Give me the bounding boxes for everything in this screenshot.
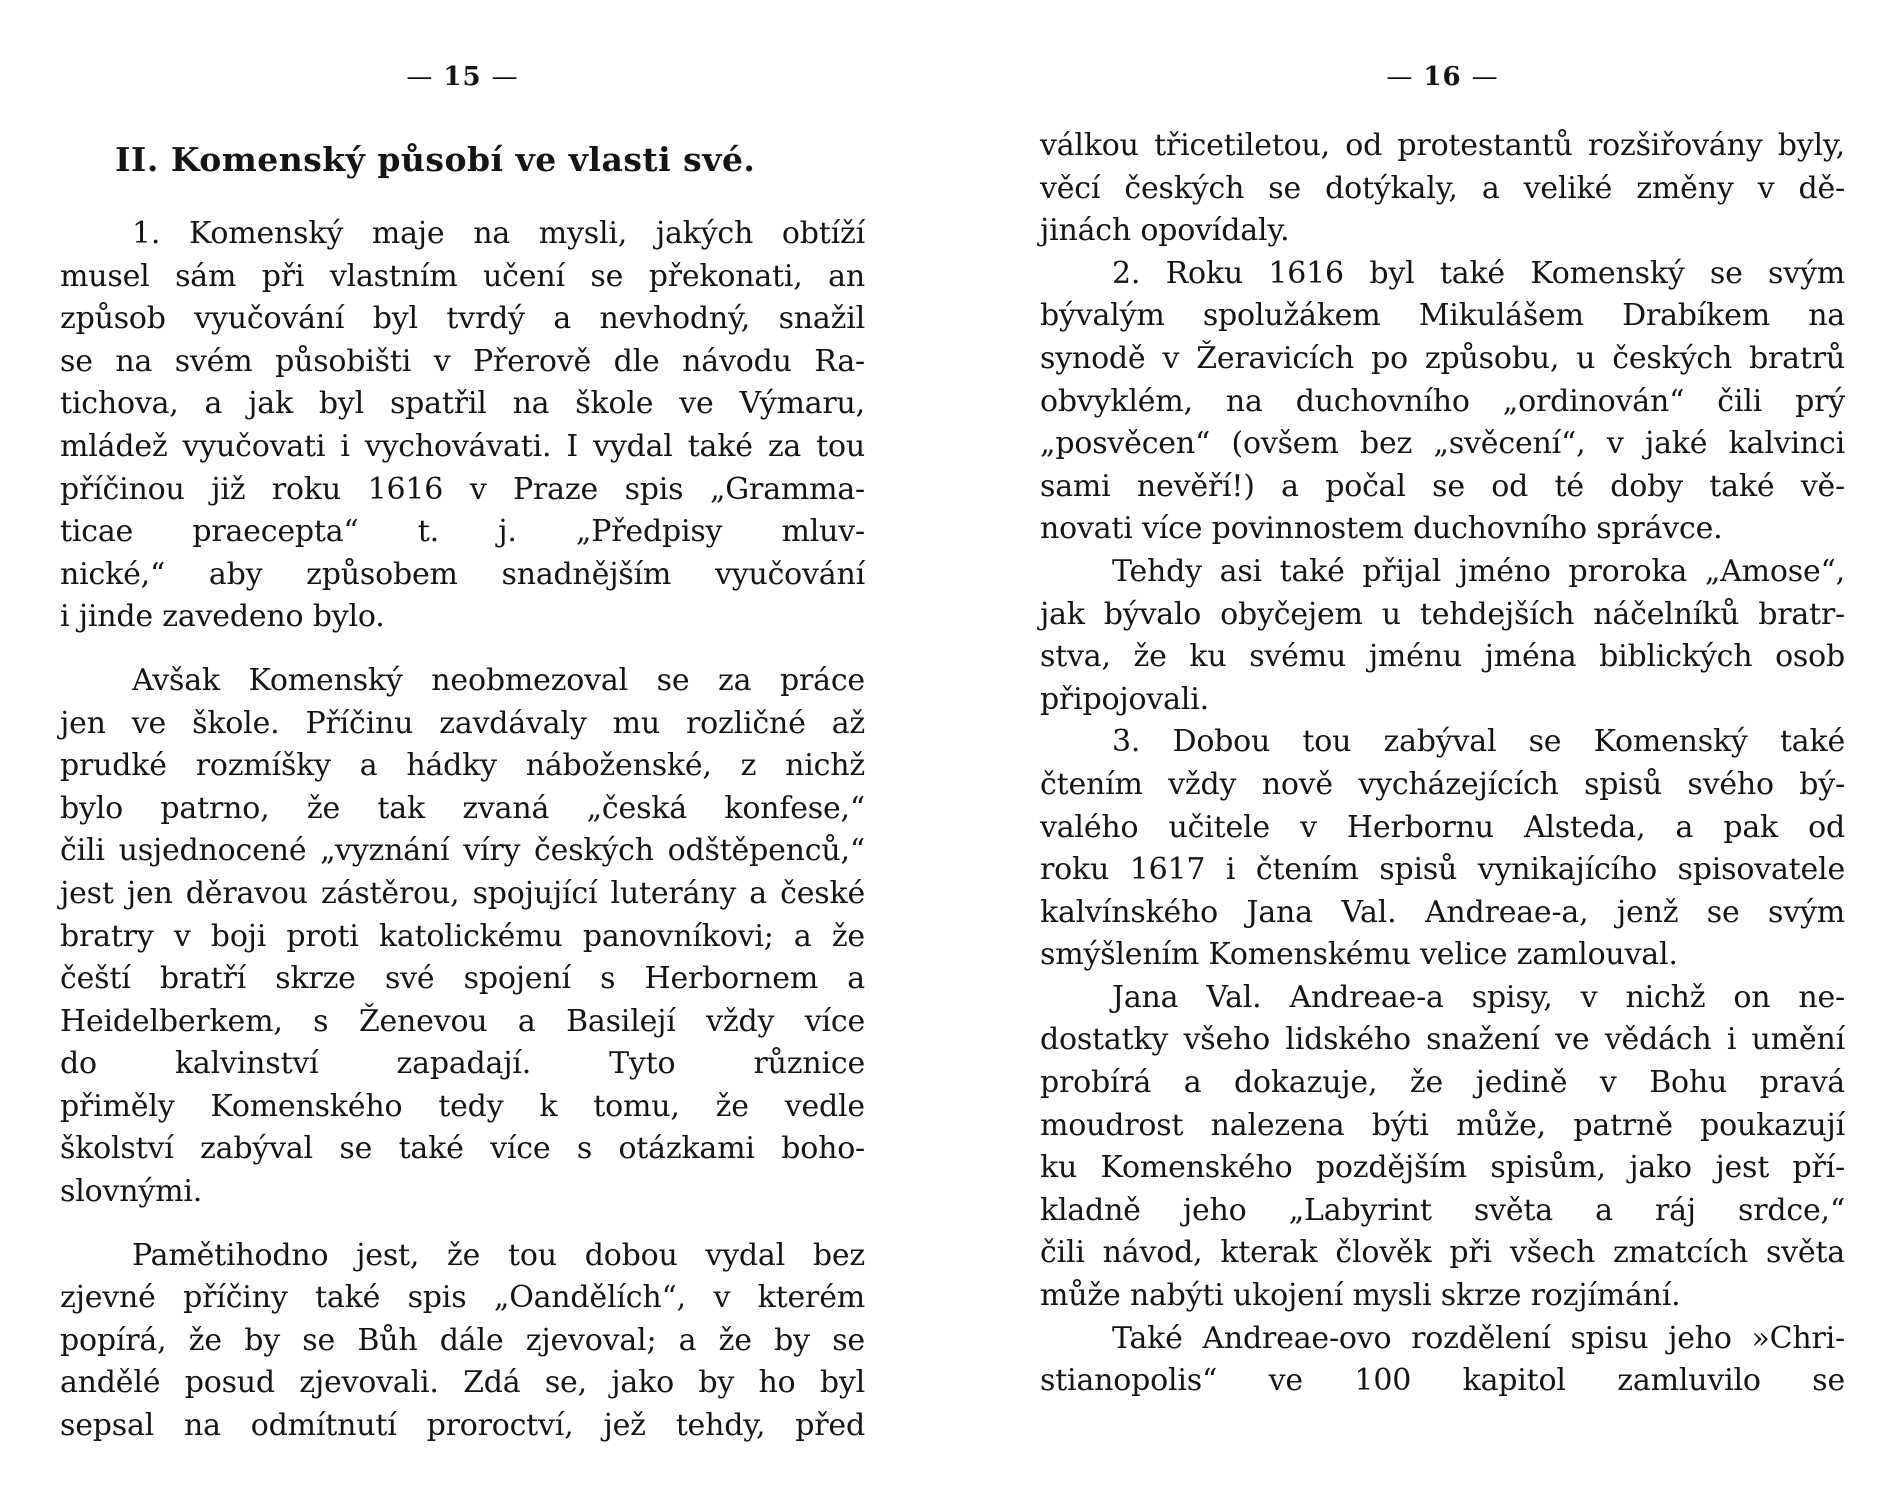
text-line: i jinde zavedeno bylo.: [60, 599, 385, 635]
chapter-heading: II. Komenský působí ve vlasti své.: [115, 140, 756, 179]
text-line: čili usjednocené „vyznání víry českých odštěpenců,“: [60, 833, 865, 869]
folio-text: 15: [443, 62, 482, 92]
text-line: jinách opovídaly.: [1040, 213, 1290, 249]
text-line: novati více povinnostem duchovního správce.: [1040, 511, 1723, 547]
text-line: může nabýti ukojení mysli skrze rozjímání.: [1040, 1278, 1681, 1314]
text-line: válkou třicetiletou, od protestantů rozšiřovány byly,: [1040, 128, 1845, 163]
text-line: Tehdy asi také přijal jméno proroka „Amose“,: [1112, 553, 1845, 589]
text-line: čili návod, kterak člověk při všech zmatcích světa: [1040, 1235, 1845, 1271]
text-line: 1. Komenský maje na mysli, jakých obtíží: [132, 216, 865, 251]
text-line: 3. Dobou tou zabýval se Komenský také: [1112, 724, 1845, 760]
text-line: bylo patrno, že tak zvaná „česká konfese,“: [60, 790, 865, 826]
page-number-left: — 15 —: [406, 62, 519, 92]
text-line: Také Andreae-ovo rozdělení spisu jeho »Chri-: [1112, 1320, 1845, 1356]
text-line: roku 1617 i čtením spisů vynikajícího spisovatele: [1040, 852, 1845, 888]
paragraph-gap: [60, 1214, 865, 1235]
right-page: [1040, 0, 1845, 1500]
left-text-block: [60, 213, 865, 1448]
text-line: sami nevěří!) a počal se od té doby také vě-: [1040, 468, 1845, 504]
text-line: do kalvinství zapadají. Tyto různice: [60, 1046, 865, 1082]
text-line: popírá, že by se Bůh dále zjevoval; a že by se: [60, 1322, 865, 1358]
folio-text: 16: [1423, 62, 1462, 92]
text-line: ku Komenského pozdějším spisům, jako jest pří-: [1040, 1150, 1845, 1186]
text-line: obvyklém, na duchovního „ordinován“ čili prý: [1040, 383, 1845, 419]
right-text-block: [1040, 125, 1845, 1403]
text-line: jak bývalo obyčejem u tehdejších náčelníků bratr-: [1040, 596, 1845, 632]
text-line: čeští bratří skrze své spojení s Herbornem a: [60, 961, 865, 997]
text-line: zjevné příčiny také spis „Oandělích“, v kterém: [60, 1280, 865, 1316]
text-line: Heidelberkem, s Ženevou a Basilejí vždy více: [60, 1003, 865, 1039]
text-line: kalvínského Jana Val. Andreae-a, jenž se svým: [1040, 894, 1845, 930]
text-line: synodě v Žeravicích po způsobu, u českých bratrů: [1040, 340, 1845, 376]
text-line: ticae praecepta“ t. j. „Předpisy mluv-: [60, 514, 865, 550]
text-line: smýšlením Komenskému velice zamlouval.: [1040, 937, 1678, 973]
text-line: Avšak Komenský neobmezoval se za práce: [132, 662, 865, 698]
text-line: 2. Roku 1616 byl také Komenský se svým: [1112, 255, 1845, 291]
text-line: stianopolis“ ve 100 kapitol zamluvilo se: [1040, 1363, 1845, 1399]
text-line: jest jen děravou zástěrou, spojující luterány a české: [60, 875, 865, 911]
text-line: dostatky všeho lidského snažení ve vědách i umění: [1040, 1022, 1845, 1058]
text-line: musel sám při vlastním učení se překonati, an: [60, 258, 865, 294]
left-page: [60, 0, 865, 1500]
text-line: slovnými.: [60, 1174, 203, 1210]
text-line: valého učitele v Herbornu Alsteda, a pak od: [1040, 809, 1845, 845]
text-line: příčinou již roku 1616 v Praze spis „Gramma-: [60, 471, 865, 507]
text-line: moudrost nalezena býti může, patrně poukazují: [1040, 1107, 1845, 1143]
text-line: připojovali.: [1040, 681, 1209, 717]
page-number-right: — 16 —: [1386, 62, 1499, 92]
text-line: sepsal na odmítnutí proroctví, jež tehdy, před: [60, 1408, 865, 1444]
text-line: přiměly Komenského tedy k tomu, že vedle: [60, 1088, 865, 1124]
text-line: způsob vyučování byl tvrdý a nevhodný, snažil: [60, 301, 865, 337]
text-line: se na svém působišti v Přerově dle návodu Ra-: [60, 343, 865, 379]
text-line: jen ve škole. Příčinu zavdávaly mu rozličné až: [60, 705, 865, 741]
text-line: andělé posud zjevovali. Zdá se, jako by ho byl: [60, 1365, 865, 1401]
text-line: tichova, a jak byl spatřil na škole ve Výmaru,: [60, 386, 865, 422]
text-line: Pamětihodno jest, že tou dobou vydal bez: [132, 1237, 865, 1273]
text-line: Jana Val. Andreae-a spisy, v nichž on ne-: [1112, 979, 1845, 1015]
text-line: nické,“ aby způsobem snadnějším vyučování: [60, 556, 865, 592]
text-line: věcí českých se dotýkaly, a veliké změny v dě-: [1040, 170, 1845, 206]
text-line: bratry v boji proti katolickému panovníkovi; a že: [60, 918, 865, 954]
text-line: kladně jeho „Labyrint světa a ráj srdce,“: [1040, 1192, 1845, 1228]
text-line: školství zabýval se také více s otázkami boho-: [60, 1131, 865, 1167]
paragraph-gap: [60, 639, 865, 660]
text-line: čtením vždy nově vycházejících spisů svého bý-: [1040, 766, 1845, 802]
text-line: bývalým spolužákem Mikulášem Drabíkem na: [1040, 298, 1845, 334]
text-line: mládež vyučovati i vychovávati. I vydal také za tou: [60, 428, 865, 464]
text-line: probírá a dokazuje, že jedině v Bohu pravá: [1040, 1065, 1845, 1101]
text-line: „posvěcen“ (ovšem bez „svěcení“, v jaké kalvinci: [1040, 426, 1845, 462]
text-line: stva, že ku svému jménu jména biblických osob: [1040, 639, 1845, 675]
text-line: prudké rozmíšky a hádky náboženské, z nichž: [60, 748, 865, 784]
